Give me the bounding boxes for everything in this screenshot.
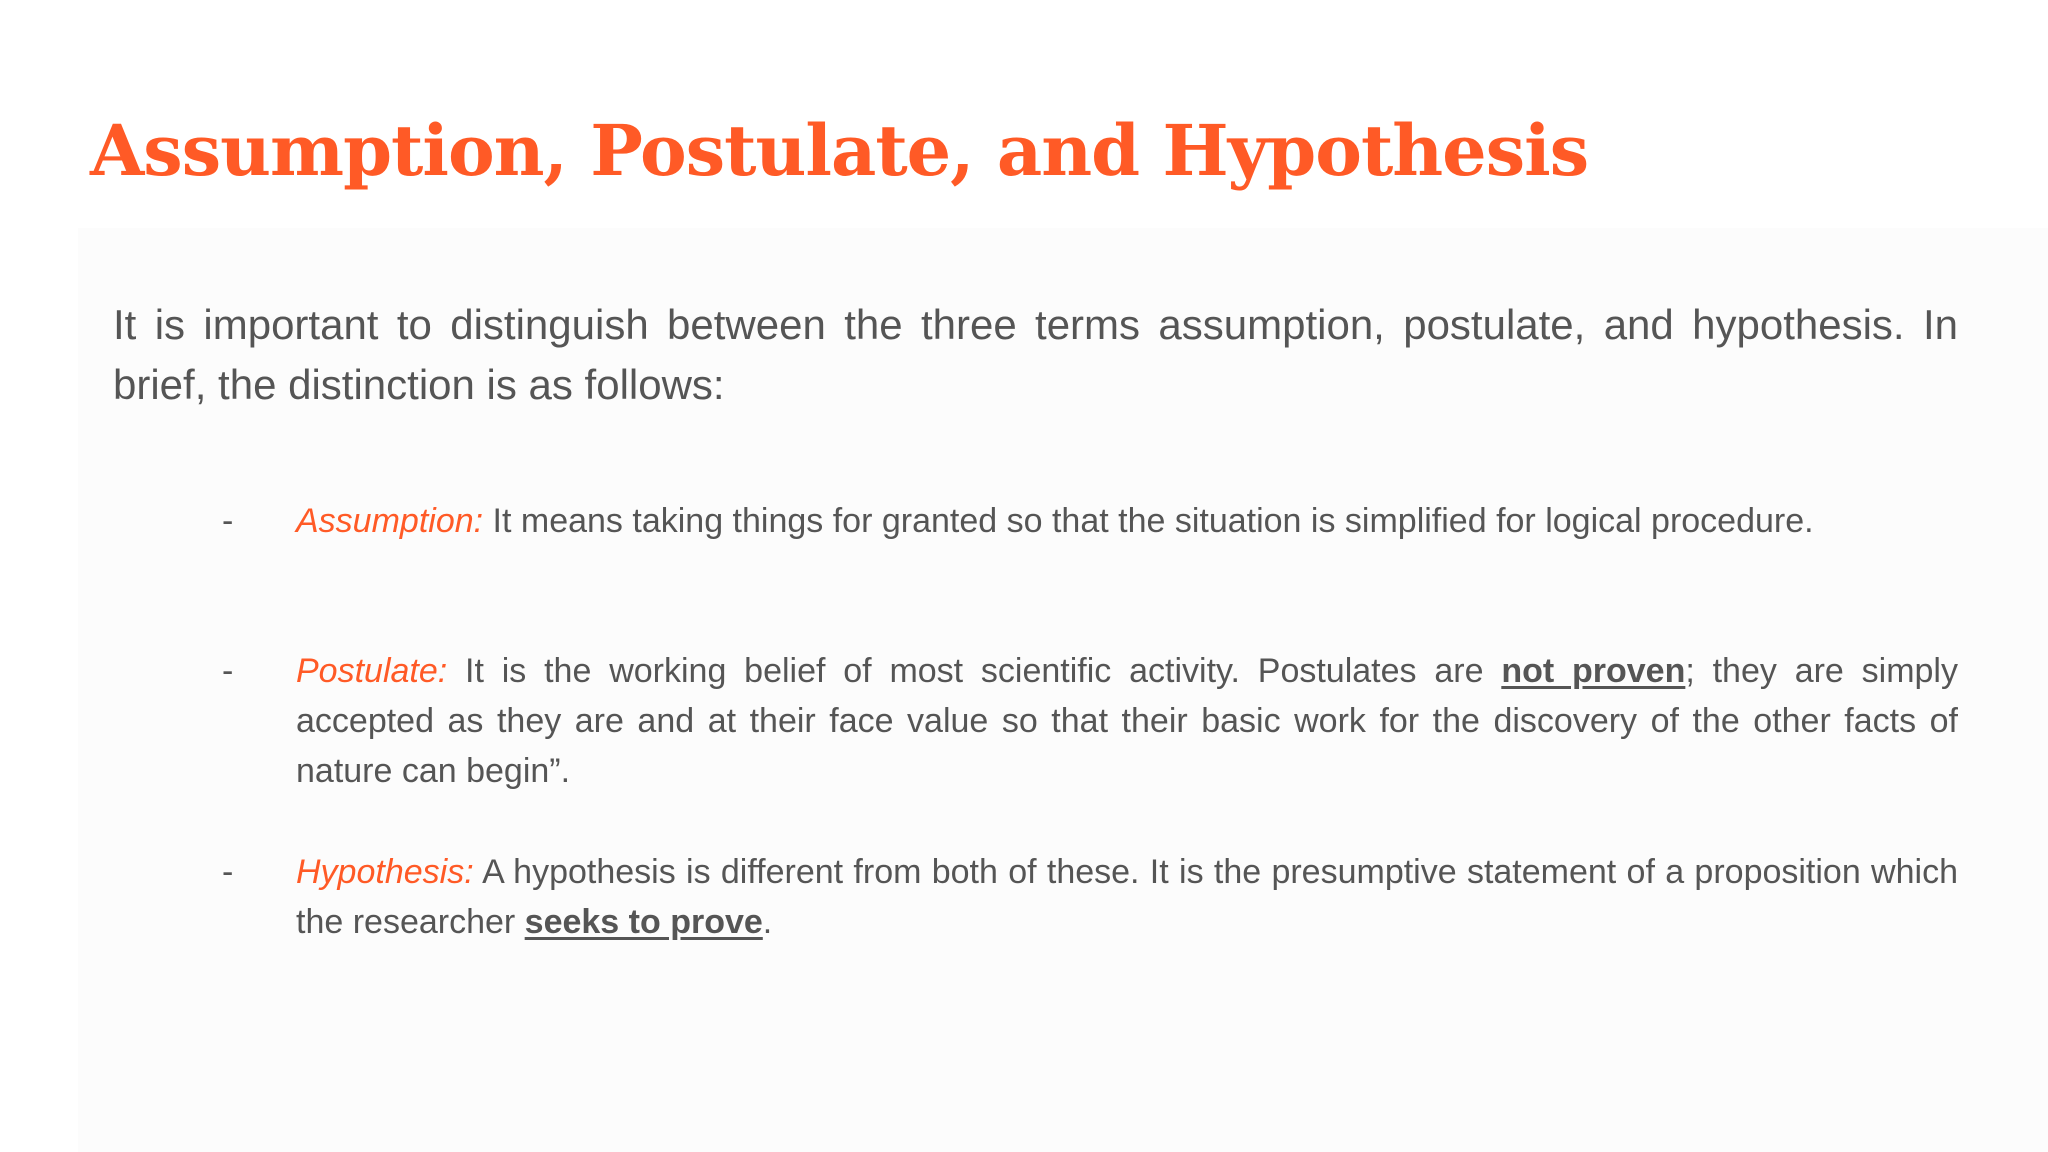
definition-text-continued: . [762,903,773,941]
bullet-dash: - [222,502,234,540]
definition-text-continued: ; they are simply accepted as they are and at their face value so that their basic work for the discovery of the other facts of nature can begin”. [296,652,1958,790]
term-hypothesis: Hypothesis: [296,853,474,891]
term-postulate: Postulate: [296,652,448,690]
slide-title: Assumption, Postulate, and Hypothesis [90,109,1589,192]
definition-text: It means taking things for granted so that the situation is simplified for logical procedure. [483,502,1814,540]
emphasis-seeks-to-prove: seeks to prove [524,903,763,941]
emphasis-not-proven: not proven [1501,652,1686,690]
definition-text: It is the working belief of most scientific activity. Postulates are [447,652,1502,690]
item-text [296,646,1958,796]
term-assumption: Assumption: [296,502,484,540]
bullet-dash: - [222,652,234,690]
intro-paragraph: It is important to distinguish between the three terms assumption, postulate, and hypothesis. In brief, the distinction is as follows: [113,301,1958,408]
item-text [296,847,1958,947]
item-text [296,496,1958,546]
definition-text: A hypothesis is different from both of these. It is the presumptive statement of a proposition which the researcher [296,853,1958,941]
bullet-dash: - [222,853,234,891]
